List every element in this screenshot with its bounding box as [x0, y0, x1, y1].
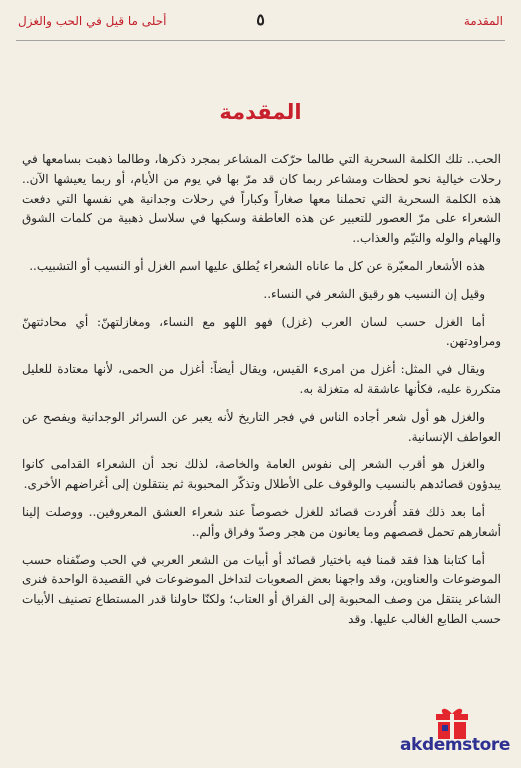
- chapter-title: المقدمة: [219, 100, 302, 124]
- page-number: ٥: [256, 10, 265, 29]
- header-section-label: المقدمة: [463, 14, 503, 28]
- brand-wordmark: akdemstore: [399, 735, 511, 755]
- watermark-logo: [395, 705, 515, 757]
- paragraph: هذه الأشعار المعبّرة عن كل ما عاناه الشعراء يُطلق عليها اسم الغزل أو النسيب أو التشبيب..: [29, 258, 485, 273]
- paragraph: الحب.. تلك الكلمة السحرية التي طالما حرّكت المشاعر بمجرد ذكرها، وطالما ذهبت بسامعها في رحلات خيالية نحو لحظات ومشاعر ربما كان قد مرّ بها في يوم من الأيام، أو ربما يعيشها الآن.. هذه الكلمة السحرية التي تحملنا معها صغاراً وكباراً في رحلات وجدانية هي نفسها التي دفعت الشعراء على مرّ العصور للتعبير عن هذه العاطفة وسكبها في سلاسل ذهبية من كلمات الشوق والهيام والوله والتيّم والعذاب..: [22, 152, 501, 246]
- paragraph: أما كتابنا هذا فقد قمنا فيه باختيار قصائد أو أبيات من الشعر العربي في الحب وصنّفناه حسب الموضوعات والعناوين، وقد واجهنا بعض الصعوبات لتداخل الموضوعات في القصيدة الواحدة فنرى الشاعر ينتقل من وصف المحبوبة إلى الفراق أو العتاب؛ ولكنّا حاولنا قدر المستطاع تصنيف الأبيات حسب الطابع الغالب عليها. وقد: [22, 552, 501, 626]
- paragraph: وقيل إن النسيب هو رقيق الشعر في النساء..: [263, 286, 485, 301]
- body-text: [22, 150, 501, 638]
- paragraph: والغزل هو أقرب الشعر إلى نفوس العامة والخاصة، لذلك نجد أن الشعراء القدامى كانوا يبدؤون قصائدهم بالنسيب والوقوف على الأطلال وتذكّر المحبوبة ثم ينتقلون إلى أغراضهم الأخرى.: [22, 457, 501, 492]
- paragraph: أما بعد ذلك فقد أُفردت قصائد للغزل خصوصاً عند شعراء العشق المعروفين.. ووصلت إلينا أشعارهم تحمل قصصهم وما يعانون من هجر وصدّ وفراق وألم..: [22, 504, 501, 539]
- paragraph: ويقال في المثل: أغزل من امرىء القيس، ويقال أيضاً: أغزل من الحمى، لأنها معتادة للعليل متكررة عليه، فكأنها عاشقة له متغزلة به.: [22, 362, 501, 396]
- header-book-title: أحلى ما قيل في الحب والغزل: [18, 14, 167, 28]
- paragraph: أما الغزل حسب لسان العرب (غزل) فهو اللهو مع النساء، ومغازلتهنّ: أي محادثتهنّ ومراودتهن.: [22, 314, 501, 349]
- running-header: [16, 10, 505, 41]
- paragraph: والغزل هو أول شعر أجاده الناس في فجر التاريخ لأنه يعبر عن السرائر الوجدانية ويفصح عن العواطف الإنسانية.: [22, 409, 501, 444]
